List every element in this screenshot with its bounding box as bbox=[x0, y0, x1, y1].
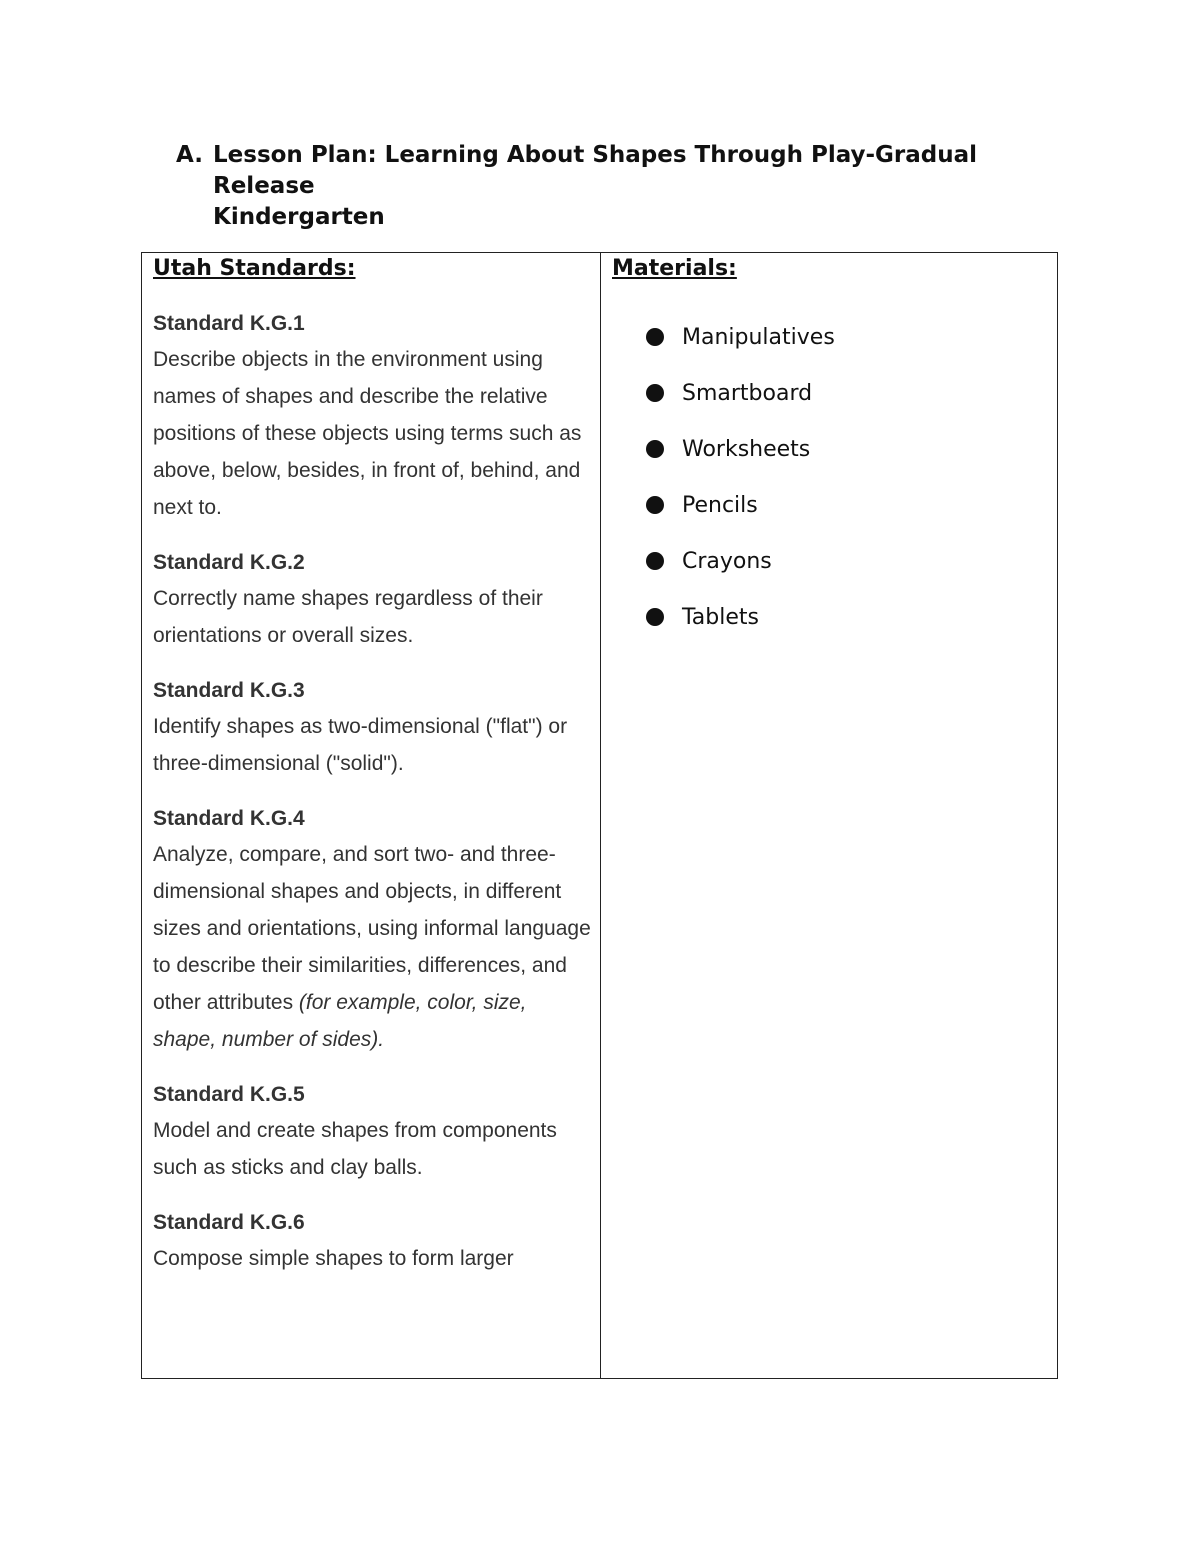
material-item bbox=[646, 533, 1057, 589]
standard-item bbox=[153, 1080, 600, 1186]
materials-list bbox=[612, 309, 1057, 645]
material-item bbox=[646, 309, 1057, 365]
standard-title: Standard K.G.6 bbox=[153, 1211, 305, 1234]
bullet-icon bbox=[646, 328, 664, 346]
bullet-icon bbox=[646, 440, 664, 458]
lesson-heading bbox=[176, 140, 1056, 233]
heading-list-marker: A. bbox=[176, 142, 203, 168]
materials-column-title: Materials: bbox=[612, 256, 737, 281]
material-label: Crayons bbox=[682, 548, 772, 574]
standards-list bbox=[153, 309, 600, 1277]
standard-text: Identify shapes as two-dimensional ("flat") or three-dimensional ("solid"). bbox=[153, 715, 568, 775]
standard-text-italic: (for example, color, size, shape, number of sides). bbox=[153, 991, 527, 1051]
material-label: Worksheets bbox=[682, 436, 811, 462]
bullet-icon bbox=[646, 384, 664, 402]
standard-text: Compose simple shapes to form larger bbox=[153, 1247, 514, 1270]
standards-column-title: Utah Standards: bbox=[153, 256, 356, 281]
standards-column bbox=[142, 253, 601, 1378]
material-label: Pencils bbox=[682, 492, 758, 518]
standard-text: Model and create shapes from components such as sticks and clay balls. bbox=[153, 1119, 557, 1179]
standard-title: Standard K.G.4 bbox=[153, 807, 305, 830]
standard-item bbox=[153, 676, 600, 782]
heading-line-1 bbox=[176, 140, 1056, 171]
material-label: Manipulatives bbox=[682, 324, 835, 350]
standard-item bbox=[153, 548, 600, 654]
material-item bbox=[646, 589, 1057, 645]
materials-column bbox=[601, 253, 1057, 1378]
standard-title: Standard K.G.3 bbox=[153, 679, 305, 702]
heading-title: Lesson Plan: Learning About Shapes Through Play-Gradual bbox=[213, 142, 978, 168]
standard-title: Standard K.G.5 bbox=[153, 1083, 305, 1106]
standard-item bbox=[153, 804, 600, 1058]
material-item bbox=[646, 477, 1057, 533]
lesson-table bbox=[141, 252, 1058, 1379]
standard-item bbox=[153, 1208, 600, 1277]
standard-item bbox=[153, 309, 600, 526]
heading-grade: Kindergarten bbox=[213, 204, 385, 230]
heading-line-2: Release bbox=[213, 173, 315, 199]
material-label: Tablets bbox=[682, 604, 759, 630]
material-label: Smartboard bbox=[682, 380, 813, 406]
standard-text bbox=[153, 836, 593, 1058]
material-item bbox=[646, 365, 1057, 421]
standard-title: Standard K.G.2 bbox=[153, 551, 305, 574]
material-item bbox=[646, 421, 1057, 477]
standard-text-plain: Analyze, compare, and sort two- and three-dimensional shapes and objects, in different sizes and orientations, using informal language to describe their similarities, differences, and other attributes bbox=[153, 843, 591, 1014]
bullet-icon bbox=[646, 608, 664, 626]
standard-text: Describe objects in the environment using names of shapes and describe the relative positions of these objects using terms such as above, below, besides, in front of, behind, and next to. bbox=[153, 348, 582, 519]
bullet-icon bbox=[646, 552, 664, 570]
bullet-icon bbox=[646, 496, 664, 514]
standard-title: Standard K.G.1 bbox=[153, 312, 305, 335]
standard-text: Correctly name shapes regardless of their orientations or overall sizes. bbox=[153, 587, 543, 647]
